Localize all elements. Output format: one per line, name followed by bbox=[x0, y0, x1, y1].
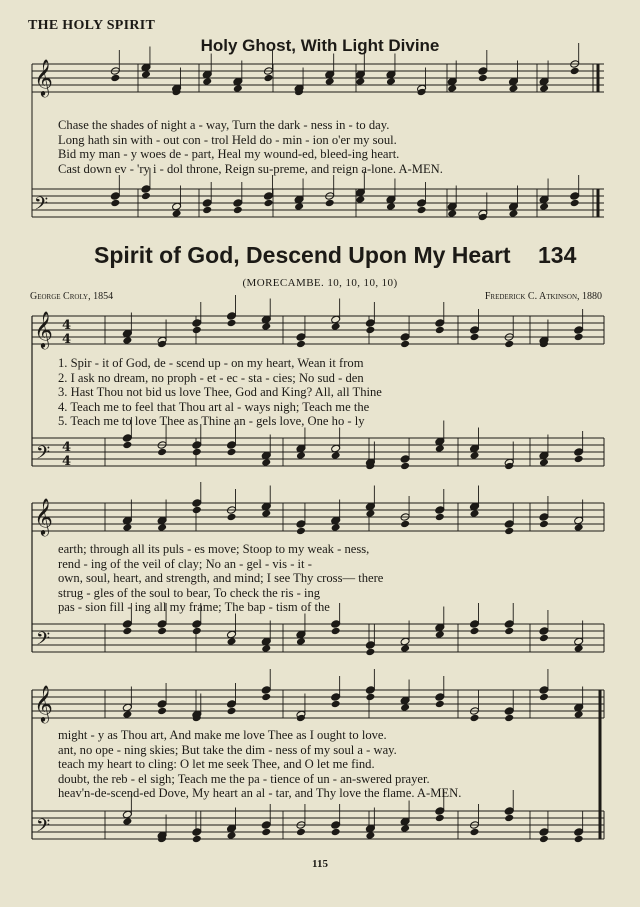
note-head bbox=[400, 333, 410, 342]
note-head bbox=[400, 696, 410, 705]
note-head bbox=[261, 315, 271, 324]
note-head bbox=[470, 326, 480, 335]
note-head bbox=[227, 441, 237, 450]
note-head bbox=[470, 620, 480, 629]
note-head bbox=[574, 448, 584, 457]
note-head bbox=[331, 821, 341, 830]
note-head bbox=[233, 77, 243, 86]
lyric-line: 5. Teach me to love Thee as Thine an - gels love, One ho - ly bbox=[58, 414, 365, 429]
note-head bbox=[365, 824, 375, 833]
note-head bbox=[227, 824, 237, 833]
page-number: 115 bbox=[312, 858, 328, 870]
note-head bbox=[192, 828, 202, 837]
tune-name: (MORECAMBE. 10, 10, 10, 10) bbox=[242, 277, 398, 289]
lyric-line: 1. Spir - it of God, de - scend up - on my heart, Wean it from bbox=[58, 356, 364, 370]
note-head bbox=[331, 315, 341, 324]
note-head bbox=[400, 817, 410, 826]
note-head bbox=[574, 828, 584, 837]
note-head bbox=[263, 192, 273, 201]
clef-icon: 𝄢 bbox=[36, 442, 51, 468]
lyric-line: Bid my man - y woes de - part, Heal my wound-ed, bleed-ing heart. bbox=[58, 147, 400, 162]
lyric-line: teach my heart to cling: O let me seek Thee, and O let me find. bbox=[58, 757, 375, 772]
hymn1-lyrics bbox=[58, 118, 443, 176]
note-head bbox=[365, 686, 375, 695]
svg-text:4: 4 bbox=[62, 318, 72, 333]
lyric-line: heav'n-de-scend-ed Dove, My heart an al - tar, and Thy love the flame. A-MEN. bbox=[58, 786, 462, 801]
note-head bbox=[570, 192, 580, 201]
lyric-line: doubt, the reb - el sigh; Teach me the pa - tience of un - an-swered prayer. bbox=[58, 771, 430, 786]
lyric-line: Chase the shades of night a - way, Turn the dark - ness in - to day. bbox=[58, 118, 390, 132]
hymn-title-spirit-of-god: Spirit of God, Descend Upon My Heart bbox=[94, 242, 511, 268]
clef-icon: 𝄢 bbox=[36, 628, 51, 654]
note-head bbox=[539, 195, 549, 204]
clef-icon: 𝄞 bbox=[34, 309, 53, 348]
note-head bbox=[539, 686, 549, 695]
note-head bbox=[227, 700, 237, 709]
note-head bbox=[122, 810, 132, 819]
note-head bbox=[574, 637, 584, 646]
note-head bbox=[539, 451, 549, 460]
note-head bbox=[122, 434, 132, 443]
svg-text:4: 4 bbox=[62, 332, 72, 347]
note-head bbox=[172, 202, 182, 211]
lyric-line: earth; through all its puls - es move; Stoop to my weak - ness, bbox=[58, 542, 370, 556]
lyric-line: own, soul, heart, and strength, and mind; I see Thy cross— there bbox=[58, 571, 384, 586]
note-head bbox=[478, 67, 488, 76]
section-header: THE HOLY SPIRIT bbox=[28, 18, 156, 33]
note-head bbox=[122, 703, 132, 712]
note-head bbox=[296, 333, 306, 342]
note-head bbox=[141, 185, 151, 194]
note-head bbox=[122, 516, 132, 525]
note-head bbox=[296, 444, 306, 453]
note-head bbox=[261, 821, 271, 830]
clef-icon: 𝄞 bbox=[34, 496, 53, 535]
note-head bbox=[202, 70, 212, 79]
treble-staff bbox=[32, 503, 604, 531]
note-head bbox=[574, 326, 584, 335]
note-head bbox=[141, 63, 151, 72]
note-head bbox=[435, 506, 445, 515]
note-head bbox=[233, 199, 243, 208]
note-head bbox=[157, 700, 167, 709]
treble-staff bbox=[32, 316, 604, 344]
note-head bbox=[504, 707, 514, 716]
svg-text:4: 4 bbox=[62, 440, 72, 455]
note-head bbox=[574, 703, 584, 712]
note-head bbox=[157, 620, 167, 629]
note-head bbox=[574, 516, 584, 525]
note-head bbox=[122, 329, 132, 338]
note-head bbox=[470, 444, 480, 453]
lyric-line: might - y as Thou art, And make me love Thee as I ought to love. bbox=[58, 728, 387, 742]
lyric-line: 4. Teach me to feel that Thou art al - ways nigh; Teach me the bbox=[58, 399, 370, 414]
hymn2-lyrics-system1 bbox=[58, 356, 382, 429]
note-head bbox=[331, 620, 341, 629]
note-head bbox=[504, 520, 514, 529]
hymn2-lyrics-system3 bbox=[58, 728, 461, 801]
lyric-line: pas - sion fill - ing all my frame; The bap - tism of the bbox=[58, 600, 330, 615]
note-head bbox=[157, 516, 167, 525]
note-head bbox=[539, 77, 549, 86]
hymn-number: 134 bbox=[538, 242, 577, 268]
lyric-line: rend - ing of the veil of clay; No an - gel - vis - it - bbox=[58, 556, 312, 571]
note-head bbox=[192, 441, 202, 450]
note-head bbox=[539, 513, 549, 522]
note-head bbox=[435, 623, 445, 632]
note-head bbox=[325, 70, 335, 79]
hymn-title-holy-ghost: Holy Ghost, With Light Divine bbox=[200, 36, 440, 55]
note-head bbox=[261, 451, 271, 460]
note-head bbox=[539, 828, 549, 837]
note-head bbox=[331, 516, 341, 525]
note-head bbox=[386, 70, 396, 79]
bass-staff bbox=[32, 624, 604, 652]
svg-text:4: 4 bbox=[62, 454, 72, 469]
note-head bbox=[508, 202, 518, 211]
note-head bbox=[435, 693, 445, 702]
note-head bbox=[400, 637, 410, 646]
note-head bbox=[365, 502, 375, 511]
hymn2-lyrics-system2 bbox=[58, 542, 383, 615]
lyric-line: Long hath sin with - out con - trol Held do - min - ion o'er my soul. bbox=[58, 132, 397, 147]
note-head bbox=[192, 499, 202, 508]
note-head bbox=[331, 693, 341, 702]
note-head bbox=[539, 627, 549, 636]
lyric-line: ant, no ope - ning skies; But take the dim - ness of my soul a - way. bbox=[58, 742, 397, 757]
clef-icon: 𝄢 bbox=[34, 193, 49, 219]
note-head bbox=[365, 641, 375, 650]
note-head bbox=[435, 437, 445, 446]
note-head bbox=[435, 807, 445, 816]
note-head bbox=[202, 199, 212, 208]
author-credit: George Croly, 1854 bbox=[30, 291, 114, 302]
note-head bbox=[296, 630, 306, 639]
note-head bbox=[435, 319, 445, 328]
composer-credit: Frederick C. Atkinson, 1880 bbox=[484, 291, 602, 302]
note-head bbox=[386, 195, 396, 204]
note-head bbox=[355, 70, 365, 79]
note-head bbox=[294, 195, 304, 204]
clef-icon: 𝄢 bbox=[36, 815, 51, 841]
lyric-line: strug - gles of the soul to bear, To check the ris - ing bbox=[58, 585, 321, 600]
note-head bbox=[261, 502, 271, 511]
note-head bbox=[110, 192, 120, 201]
note-head bbox=[296, 520, 306, 529]
bass-staff bbox=[32, 438, 604, 466]
note-head bbox=[227, 312, 237, 321]
clef-icon: 𝄞 bbox=[34, 683, 53, 722]
note-head bbox=[447, 77, 457, 86]
note-head bbox=[365, 319, 375, 328]
note-head bbox=[192, 319, 202, 328]
note-head bbox=[331, 444, 341, 453]
note-head bbox=[504, 807, 514, 816]
note-head bbox=[355, 188, 365, 197]
note-head bbox=[417, 199, 427, 208]
note-head bbox=[400, 455, 410, 464]
lyric-line: 3. Hast Thou not bid us love Thee, God and King? All, all Thine bbox=[58, 385, 382, 400]
note-head bbox=[227, 630, 237, 639]
lyric-line: 2. I ask no dream, no proph - et - ec - sta - cies; No sud - den bbox=[58, 370, 364, 385]
note-head bbox=[192, 620, 202, 629]
note-head bbox=[504, 620, 514, 629]
note-head bbox=[122, 620, 132, 629]
clef-icon: 𝄞 bbox=[34, 57, 53, 96]
bass-staff bbox=[32, 811, 604, 839]
note-head bbox=[261, 637, 271, 646]
lyric-line: Cast down ev - 'ry i - dol throne, Reign su-preme, and reign a-lone. A-MEN. bbox=[58, 161, 443, 176]
note-head bbox=[261, 686, 271, 695]
treble-staff bbox=[32, 690, 604, 718]
note-head bbox=[508, 77, 518, 86]
note-head bbox=[470, 502, 480, 511]
note-head bbox=[447, 202, 457, 211]
